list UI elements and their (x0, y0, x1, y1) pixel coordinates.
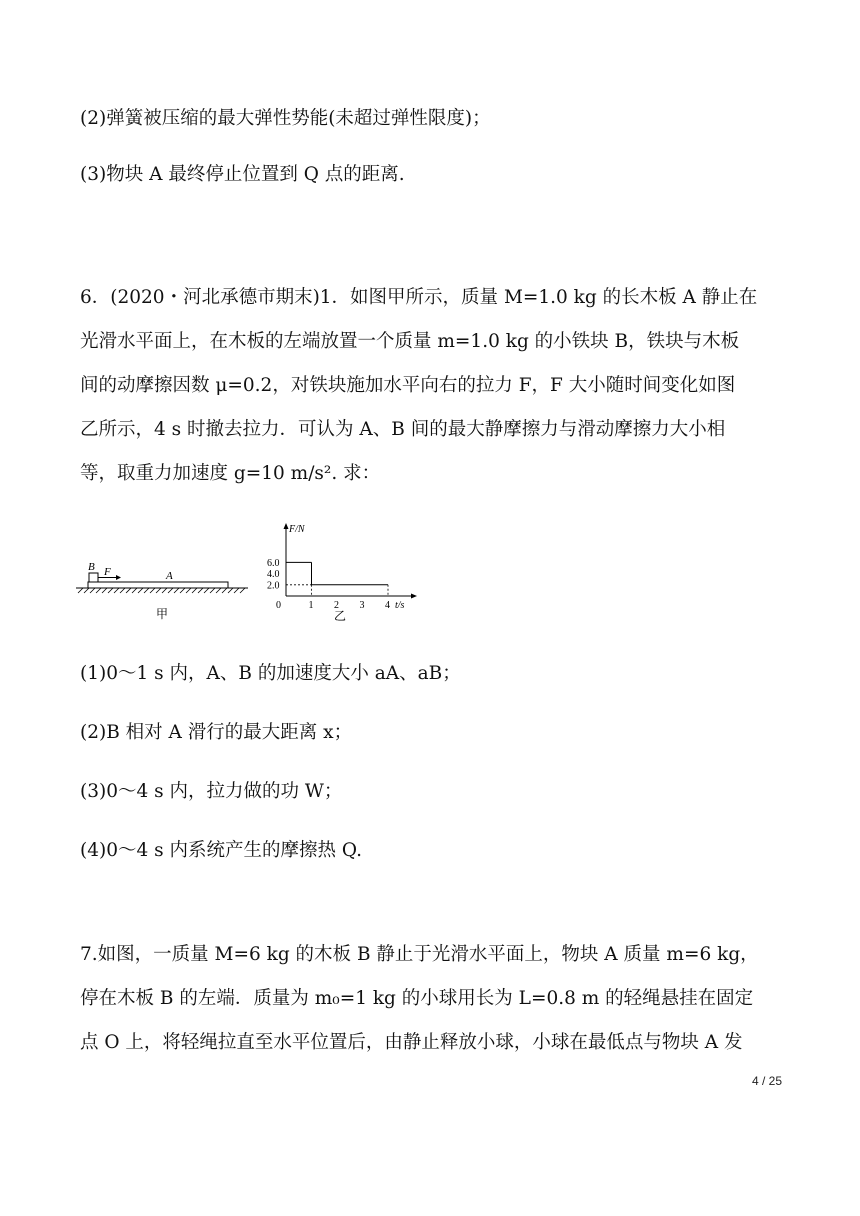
problem7-line-1: 7.如图，一质量 M=6 kg 的木板 B 静止于光滑水平面上，物块 A 质量 m=6 kg， (80, 944, 759, 965)
x-axis-arrow-icon (411, 594, 417, 599)
problem6-line-1: 6．(2020・河北承德市期末)1．如图甲所示，质量 M=1.0 kg 的长木板 A 静止在 (80, 287, 758, 308)
force-time-chart (262, 520, 432, 625)
x-tick-label: 4 (385, 600, 390, 611)
y-axis-arrow-icon (284, 523, 289, 529)
board-a (88, 582, 228, 588)
caption-yi: 乙 (334, 609, 347, 623)
x-tick-label: 1 (308, 600, 314, 611)
label-a: A (166, 570, 173, 582)
x-axis-label: t/s (395, 600, 405, 611)
problem6-line-2: 光滑水平面上，在木板的左端放置一个质量 m=1.0 kg 的小铁块 B，铁块与木板 (80, 331, 740, 352)
y-axis-label: F/N (289, 524, 305, 535)
problem6-line-5: 等，取重力加速度 g=10 m/s². 求： (80, 463, 381, 484)
problem6-question-1: (1)0～1 s 内，A、B 的加速度大小 aA、aB； (80, 663, 461, 684)
x-tick-label: 2 (334, 600, 339, 611)
label-f: F (104, 566, 111, 578)
y-tick-label: 2.0 (267, 580, 280, 592)
page-number: 4 / 25 (751, 1074, 782, 1088)
force-arrow-icon (116, 575, 121, 580)
problem7-line-3: 点 O 上，将轻绳拉直至水平位置后，由静止释放小球，小球在最低点与物块 A 发 (80, 1032, 743, 1053)
x-tick-label: 3 (359, 600, 365, 611)
x-tick-label: 0 (276, 600, 281, 611)
problem7-line-2: 停在木板 B 的左端．质量为 m₀=1 kg 的小球用长为 L=0.8 m 的轻绳悬挂在固定 (80, 988, 754, 1009)
problem6-line-3: 间的动摩擦因数 μ=0.2，对铁块施加水平向右的拉力 F，F 大小随时间变化如图 (80, 375, 736, 396)
label-b: B (88, 561, 95, 573)
block-b (89, 573, 98, 582)
problem5-part3: (3)物块 A 最终停止位置到 Q 点的距离. (80, 164, 405, 185)
caption-jia: 甲 (156, 607, 169, 621)
problem6-line-4: 乙所示，4 s 时撤去拉力．可认为 A、B 间的最大静摩擦力与滑动摩擦力大小相 (80, 419, 726, 440)
problem5-part2: (2)弹簧被压缩的最大弹性势能(未超过弹性限度)； (80, 108, 491, 129)
problem6-question-3: (3)0～4 s 内，拉力做的功 W； (80, 781, 343, 802)
problem6-question-4: (4)0～4 s 内系统产生的摩擦热 Q. (80, 840, 363, 861)
y-tick-label: 4.0 (267, 569, 280, 581)
problem6-question-2: (2)B 相对 A 滑行的最大距离 x； (80, 722, 353, 743)
y-tick-label: 6.0 (267, 557, 280, 569)
figure-board-diagram (72, 555, 262, 625)
